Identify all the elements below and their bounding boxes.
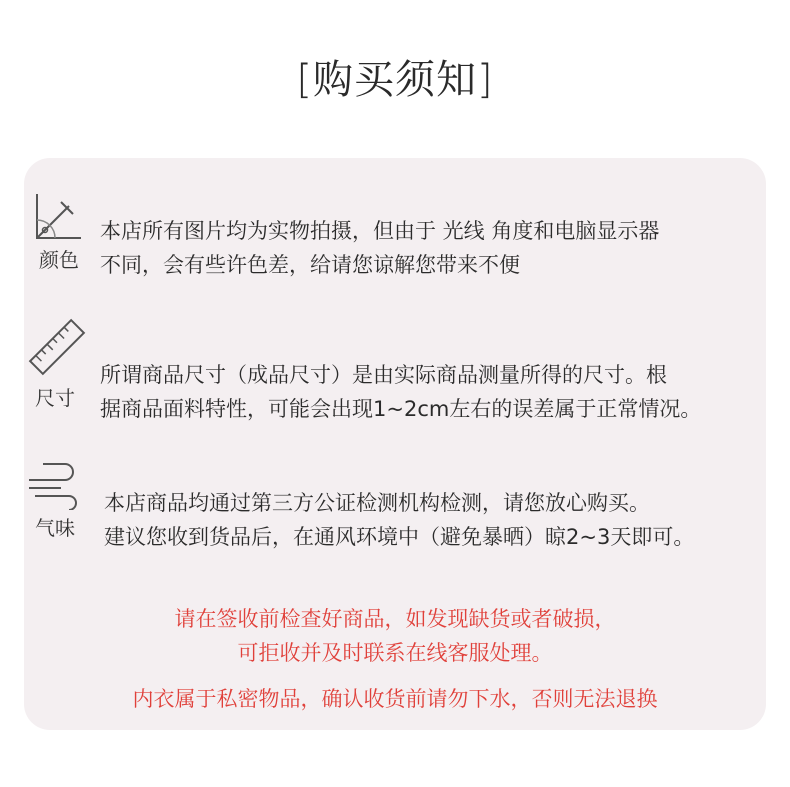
section-text-smell — [104, 486, 694, 554]
section-label-color: 颜色 — [39, 248, 79, 272]
page-title: [购买须知] — [296, 57, 494, 103]
purchase-notice-panel — [24, 158, 766, 730]
text-line: 本店商品均通过第三方公证检测机构检测，请您放心购买。 — [104, 491, 650, 515]
text-line: 不同，会有些许色差，给请您谅解您带来不便 — [100, 253, 520, 277]
wind-icon — [24, 458, 86, 541]
notice-no-return: 内衣属于私密物品，确认收货前请勿下水，否则无法退换 — [132, 687, 658, 711]
text-line: 所谓商品尺寸（成品尺寸）是由实际商品测量所得的尺寸。根 — [100, 363, 667, 387]
text-line: 据商品面料特性，可能会出现1~2cm左右的误差属于正常情况。 — [100, 397, 702, 421]
section-text-color — [100, 214, 659, 282]
text-line: 建议您收到货品后，在通风环境中（避免暴晒）晾2~3天即可。 — [104, 525, 695, 549]
ruler-icon — [24, 314, 86, 411]
section-label-size: 尺寸 — [35, 386, 75, 410]
notice-contact: 可拒收并及时联系在线客服处理。 — [237, 641, 553, 665]
section-text-size — [100, 358, 701, 426]
text-line: 本店所有图片均为实物拍摄，但由于 光线 角度和电脑显示器 — [100, 219, 660, 243]
notice-inspect: 请在签收前检查好商品，如发现缺货或者破损， — [174, 607, 616, 631]
section-label-smell: 气味 — [35, 516, 75, 540]
color-angle-icon — [28, 190, 90, 273]
